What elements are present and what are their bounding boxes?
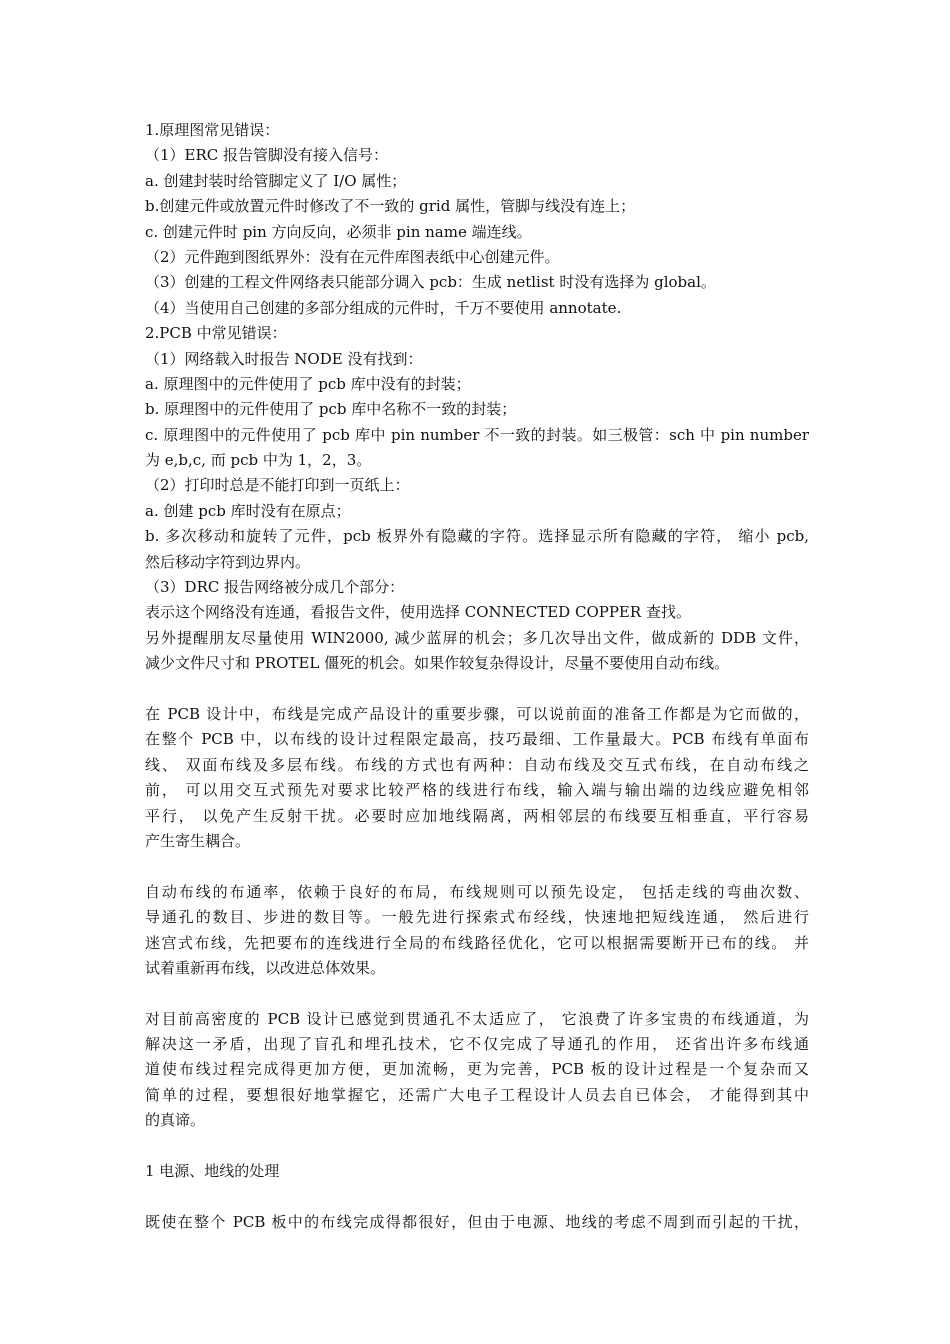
- text-line: b. 原理图中的元件使用了 pcb 库中名称不一致的封装；: [145, 400, 517, 419]
- paragraph-gap: [145, 981, 809, 1006]
- paragraph-line: 前， 可以用交互式预先对要求比较严格的线进行布线，输入端与输出端的边线应避免相邻: [145, 781, 809, 800]
- paragraph-line: 产生寄生耦合。: [145, 831, 251, 850]
- text-line: （4）当使用自己创建的多部分组成的元件时，千万不要使用 annotate.: [145, 298, 622, 317]
- paragraph-line: 试着重新再布线，以改进总体效果。: [145, 958, 386, 977]
- paragraph-line: 简单的过程，要想很好地掌握它，还需广大电子工程设计人员去自已体会， 才能得到其中: [145, 1085, 809, 1104]
- text-line: 表示这个网络没有连通，看报告文件，使用选择 CONNECTED COPPER 查找。: [145, 603, 691, 622]
- paragraph-line: 在整个 PCB 中，以布线的设计过程限定最高，技巧最细、工作量最大。PCB 布线有单面布: [145, 730, 809, 749]
- text-line: 然后移动字符到边界内。: [145, 552, 311, 571]
- text-line: a. 创建 pcb 库时没有在原点；: [145, 501, 351, 520]
- paragraph-gap: [145, 854, 809, 879]
- heading-pcb-errors: 2.PCB 中常见错误：: [145, 324, 287, 343]
- text-line: （3）创建的工程文件网络表只能部分调入 pcb：生成 netlist 时没有选择为 global。: [145, 273, 716, 292]
- text-line: （1）网络载入时报告 NODE 没有找到：: [145, 349, 423, 368]
- paragraph-gap: [145, 1184, 809, 1209]
- paragraph-line: 既使在整个 PCB 板中的布线完成得都很好，但由于电源、地线的考虑不周到而引起的干扰，: [145, 1212, 809, 1231]
- text-line: 减少文件尺寸和 PROTEL 僵死的机会。如果作较复杂得设计，尽量不要使用自动布线。: [145, 654, 730, 673]
- text-line: c. 原理图中的元件使用了 pcb 库中 pin number 不一致的封装。如三极管：sch 中 pin number: [145, 425, 809, 444]
- text-line: （2）元件跑到图纸界外：没有在元件库图表纸中心创建元件。: [145, 247, 560, 266]
- paragraph-line: 平行， 以免产生反射干扰。必要时应加地线隔离，两相邻层的布线要互相垂直，平行容易: [145, 806, 809, 825]
- paragraph-line: 导通孔的数目、步进的数目等。一般先进行探索式布经线，快速地把短线连通， 然后进行: [145, 908, 809, 927]
- text-line: （2）打印时总是不能打印到一页纸上：: [145, 476, 410, 495]
- paragraph-gap: [145, 1134, 809, 1159]
- text-line: a. 创建封装时给管脚定义了 I/O 属性；: [145, 171, 407, 190]
- paragraph-line: 迷宫式布线，先把要布的连线进行全局的布线路径优化，它可以根据需要断开已布的线。 并: [145, 933, 809, 952]
- section-heading: 1 电源、地线的处理: [145, 1162, 280, 1181]
- paragraph-gap: [145, 677, 809, 702]
- text-line: a. 原理图中的元件使用了 pcb 库中没有的封装；: [145, 374, 471, 393]
- paragraph-line: 的真谛。: [145, 1111, 206, 1130]
- paragraph-line: 解决这一矛盾，出现了盲孔和埋孔技术，它不仅完成了导通孔的作用， 还省出许多布线通: [145, 1035, 809, 1054]
- text-line: （3）DRC 报告网络被分成几个部分：: [145, 578, 405, 597]
- text-line: 另外提醒朋友尽量使用 WIN2000, 减少蓝屏的机会；多几次导出文件，做成新的 DDB 文件，: [145, 628, 809, 647]
- paragraph-line: 自动布线的布通率，依赖于良好的布局，布线规则可以预先设定， 包括走线的弯曲次数、: [145, 882, 809, 901]
- paragraph-line: 在 PCB 设计中，布线是完成产品设计的重要步骤，可以说前面的准备工作都是为它而做的，: [145, 704, 809, 723]
- paragraph-line: 线、 双面布线及多层布线。布线的方式也有两种：自动布线及交互式布线，在自动布线之: [145, 755, 809, 774]
- text-line: （1）ERC 报告管脚没有接入信号：: [145, 146, 389, 165]
- text-line: b. 多次移动和旋转了元件，pcb 板界外有隐藏的字符。选择显示所有隐藏的字符， 缩小 pcb,: [145, 527, 809, 546]
- paragraph-line: 对目前高密度的 PCB 设计已感觉到贯通孔不太适应了， 它浪费了许多宝贵的布线通道，为: [145, 1009, 809, 1028]
- text-line: b.创建元件或放置元件时修改了不一致的 grid 属性，管脚与线没有连上；: [145, 197, 636, 216]
- text-line: 为 e,b,c, 而 pcb 中为 1，2，3。: [145, 451, 372, 470]
- heading-schematic-errors: 1.原理图常见错误：: [145, 121, 280, 139]
- document-body: [145, 118, 809, 1235]
- text-line: c. 创建元件时 pin 方向反向，必须非 pin name 端连线。: [145, 222, 532, 241]
- paragraph-line: 道使布线过程完成得更加方便，更加流畅，更为完善，PCB 板的设计过程是一个复杂而又: [145, 1060, 809, 1079]
